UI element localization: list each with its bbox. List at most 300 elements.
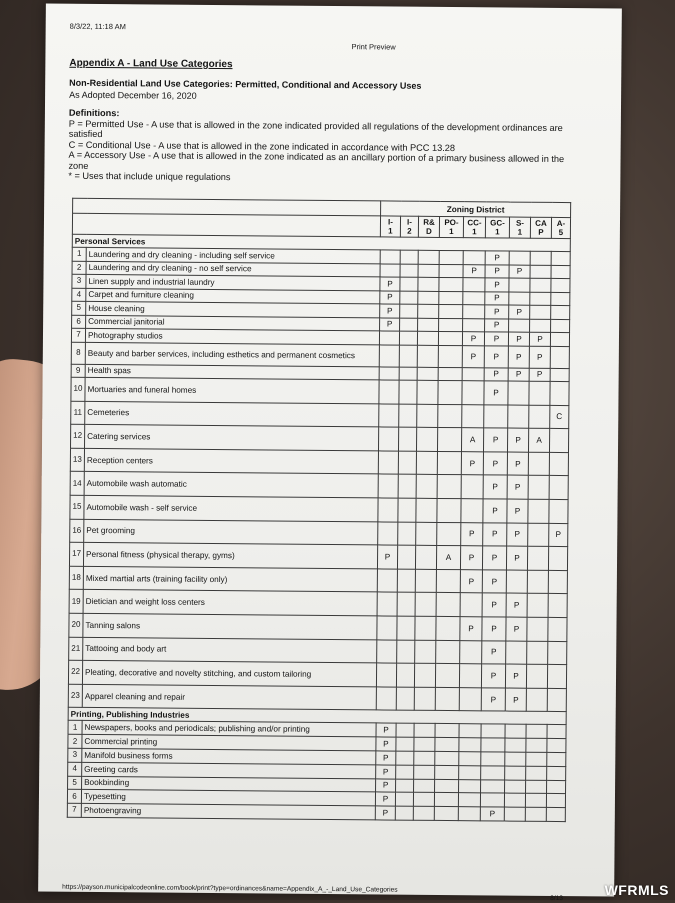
zone-column-header [551, 217, 570, 238]
zone-value-cell [379, 344, 399, 366]
zone-code-part: 1 [449, 227, 454, 237]
zone-value-cell [438, 367, 462, 381]
zone-column-header [380, 216, 400, 237]
zone-code-part: 1 [472, 227, 477, 237]
row-number: 23 [68, 684, 82, 708]
zone-value-cell [551, 305, 570, 319]
zone-value-cell [526, 766, 547, 780]
zone-value-cell: P [376, 723, 396, 737]
zone-code-part: D [425, 226, 432, 236]
zone-value-cell [396, 663, 414, 687]
zone-value-cell [399, 367, 417, 381]
zone-value-cell [437, 498, 461, 522]
zone-value-cell [546, 794, 565, 808]
zone-value-cell [459, 779, 481, 793]
zone-value-cell [400, 277, 418, 291]
use-description: Personal fitness (physical therapy, gyms) [83, 543, 377, 569]
zone-value-cell [416, 522, 437, 546]
zone-value-cell [435, 751, 459, 765]
footer-url: https://payson.municipalcodeonline.com/book/print?type=ordinances&name=Appendix_A_-_Land_Use_Categories [62, 883, 398, 894]
zone-value-cell [506, 570, 527, 594]
zone-value-cell [413, 793, 434, 807]
zone-code-part: I- [387, 217, 393, 227]
zone-value-cell [437, 475, 461, 499]
zone-value-cell [508, 405, 529, 429]
zone-value-cell [525, 794, 546, 808]
zone-value-cell [505, 752, 526, 766]
zone-value-cell: P [460, 546, 482, 570]
zone-value-cell [378, 521, 398, 545]
page-subtitle: Non-Residential Land Use Categories: Permitted, Conditional and Accessory Uses [69, 77, 422, 91]
zone-value-cell: P [481, 688, 505, 712]
row-number: 22 [68, 660, 82, 684]
zone-value-cell [378, 427, 398, 451]
zone-value-cell [460, 593, 482, 617]
zone-value-cell [508, 381, 529, 405]
zone-value-cell [436, 616, 460, 640]
zone-value-cell: P [507, 475, 528, 499]
zone-value-cell [416, 427, 437, 451]
zone-value-cell [526, 725, 547, 739]
zone-value-cell [459, 687, 481, 711]
zone-value-cell [396, 723, 414, 737]
zone-value-cell: P [508, 368, 529, 382]
zone-value-cell [417, 367, 438, 381]
use-description: Health spas [85, 364, 379, 380]
zone-value-cell [528, 476, 549, 500]
use-description: Photography studios [85, 328, 379, 344]
row-number: 13 [70, 448, 84, 472]
zone-code-part: A- [556, 218, 566, 229]
zone-value-cell: P [376, 751, 396, 765]
zone-value-cell [377, 639, 397, 663]
zone-value-cell [459, 664, 481, 688]
zone-code-part: CC- [467, 218, 482, 228]
zone-value-cell [379, 404, 399, 428]
zone-value-cell: P [505, 664, 526, 688]
use-description: Typesetting [81, 790, 375, 806]
row-number: 21 [69, 637, 83, 661]
zone-value-cell [525, 807, 546, 821]
zone-value-cell [528, 499, 549, 523]
zone-value-cell [549, 429, 568, 453]
zone-value-cell [439, 304, 463, 318]
row-number: 5 [72, 301, 86, 315]
zone-value-cell: P [529, 332, 550, 346]
zone-value-cell: P [463, 264, 485, 278]
zone-value-cell: C [550, 405, 569, 429]
zone-code-part: 1 [388, 226, 393, 236]
zone-value-cell: P [506, 617, 527, 641]
zone-value-cell [436, 640, 460, 664]
use-description: Tattooing and body art [83, 637, 377, 663]
zone-value-cell [528, 523, 549, 547]
zone-value-cell: P [380, 304, 400, 318]
zone-value-cell [551, 292, 570, 306]
zone-value-cell [416, 451, 437, 475]
zone-value-cell: P [485, 251, 509, 265]
zone-value-cell [530, 305, 551, 319]
use-description: Automobile wash automatic [84, 472, 378, 498]
zone-value-cell [462, 367, 484, 381]
zone-value-cell [549, 499, 568, 523]
zone-value-cell: P [485, 318, 509, 332]
zone-value-cell: A [528, 428, 549, 452]
zone-value-cell: P [483, 452, 507, 476]
use-description: Pleating, decorative and novelty stitching, and custom tailoring [82, 660, 376, 686]
use-description: Commercial printing [82, 734, 376, 750]
zone-value-cell [547, 665, 566, 689]
table-corner-lower [72, 213, 380, 237]
zone-column-header [439, 216, 463, 237]
use-description: Manifold business forms [82, 748, 376, 764]
zone-value-cell: P [485, 305, 509, 319]
zone-column-header [530, 217, 551, 238]
zone-value-cell [435, 738, 459, 752]
zone-value-cell: P [508, 346, 529, 368]
zone-value-cell [550, 346, 569, 368]
zone-value-cell [415, 545, 436, 569]
zone-value-cell [418, 277, 439, 291]
zone-value-cell [459, 724, 481, 738]
row-number: 4 [68, 762, 82, 776]
zone-value-cell [463, 318, 485, 332]
row-number: 2 [72, 261, 86, 275]
zone-code-part: CA [535, 218, 547, 228]
zone-value-cell [527, 617, 548, 641]
zone-value-cell [397, 640, 415, 664]
row-number: 9 [71, 364, 85, 378]
zone-value-cell: P [376, 778, 396, 792]
zone-value-cell [397, 569, 415, 593]
row-number: 6 [67, 790, 81, 804]
zone-value-cell [379, 366, 399, 380]
zone-value-cell [547, 739, 566, 753]
zone-value-cell [551, 319, 570, 333]
definition-item: P = Permitted Use - A use that is allowed in the zone indicated provided all regulations of the development ordinances are satisfied [68, 118, 563, 140]
zone-value-cell [481, 738, 505, 752]
zone-value-cell [414, 724, 435, 738]
zone-value-cell [530, 265, 551, 279]
zone-value-cell [396, 737, 414, 751]
zone-value-cell [509, 319, 530, 333]
zone-value-cell: P [508, 332, 529, 346]
zone-value-cell: P [376, 737, 396, 751]
section-title: Printing, Publishing Industries [68, 708, 566, 725]
zone-value-cell: P [462, 345, 484, 367]
zone-value-cell [399, 404, 417, 428]
zone-value-cell: P [480, 807, 504, 821]
zone-value-cell [506, 641, 527, 665]
zone-value-cell [526, 780, 547, 794]
row-number: 3 [72, 274, 86, 288]
row-number: 5 [68, 776, 82, 790]
row-number: 8 [71, 342, 85, 364]
zone-value-cell [547, 752, 566, 766]
zone-value-cell: P [506, 593, 527, 617]
zone-value-cell [378, 451, 398, 475]
zone-value-cell [400, 264, 418, 278]
zone-value-cell [376, 687, 396, 711]
use-description: Photoengraving [81, 803, 375, 819]
zone-value-cell: P [484, 345, 508, 367]
zone-value-cell [400, 250, 418, 264]
zone-code-part: 1 [495, 227, 500, 237]
zone-code-part: S- [515, 218, 525, 228]
use-description: Reception centers [84, 448, 378, 474]
zone-column-header [400, 216, 418, 237]
zone-column-header [509, 217, 530, 238]
zone-value-cell: P [485, 291, 509, 305]
zone-value-cell [417, 380, 438, 404]
zone-value-cell [415, 640, 436, 664]
zone-value-cell [418, 291, 439, 305]
zone-value-cell [398, 474, 416, 498]
zone-value-cell [398, 522, 416, 546]
zone-value-cell [547, 780, 566, 794]
zone-value-cell [414, 751, 435, 765]
zone-value-cell: P [483, 428, 507, 452]
zone-value-cell [549, 452, 568, 476]
use-description: Mixed martial arts (training facility only) [83, 566, 377, 592]
zone-value-cell: P [529, 346, 550, 368]
zone-value-cell: P [529, 368, 550, 382]
zone-value-cell [396, 687, 414, 711]
adopted-date: As Adopted December 16, 2020 [69, 89, 197, 101]
zone-value-cell [509, 251, 530, 265]
zone-value-cell [460, 640, 482, 664]
zone-value-cell [400, 318, 418, 332]
zone-value-cell [437, 428, 461, 452]
definition-item: A = Accessory Use - A use that is allowed in the zone indicated as an ancillary portion of a primary business allowed in the zone [68, 149, 565, 171]
row-number: 3 [68, 748, 82, 762]
zone-value-cell [548, 547, 567, 571]
use-description: Pet grooming [84, 519, 378, 545]
zone-value-cell [377, 616, 397, 640]
zone-value-cell: P [507, 523, 528, 547]
zone-value-cell [505, 780, 526, 794]
zone-value-cell [397, 592, 415, 616]
zone-value-cell: P [380, 317, 400, 331]
zone-value-cell [398, 427, 416, 451]
row-number: 4 [72, 288, 86, 302]
zone-value-cell: P [375, 806, 395, 820]
zone-value-cell [414, 663, 435, 687]
zone-value-cell [529, 405, 550, 429]
zone-value-cell [413, 806, 434, 820]
zone-value-cell [548, 594, 567, 618]
zone-value-cell: P [485, 278, 509, 292]
zone-value-cell [435, 724, 459, 738]
zone-value-cell [481, 766, 505, 780]
zone-value-cell [395, 806, 413, 820]
use-description: Bookbinding [82, 776, 376, 792]
zone-value-cell: P [380, 277, 400, 291]
zone-value-cell: P [483, 499, 507, 523]
zone-value-cell [463, 251, 485, 265]
zone-value-cell: P [482, 617, 506, 641]
zone-value-cell [463, 291, 485, 305]
zone-value-cell [439, 277, 463, 291]
zone-value-cell [414, 765, 435, 779]
zone-value-cell [527, 546, 548, 570]
zone-value-cell [414, 779, 435, 793]
zone-value-cell [547, 725, 566, 739]
zone-value-cell: P [505, 688, 526, 712]
zone-value-cell [435, 687, 459, 711]
use-description: Dietician and weight loss centers [83, 590, 377, 616]
zone-value-cell [398, 451, 416, 475]
zone-code-part: 1 [517, 227, 523, 237]
zone-value-cell [400, 291, 418, 305]
zone-value-cell: P [483, 475, 507, 499]
zone-value-cell [396, 779, 414, 793]
zone-value-cell [437, 451, 461, 475]
zone-value-cell [397, 616, 415, 640]
use-description: Greeting cards [82, 762, 376, 778]
zone-value-cell [377, 592, 397, 616]
zone-value-cell [416, 498, 437, 522]
zone-value-cell [550, 368, 569, 382]
use-description: Commercial janitorial [86, 315, 380, 331]
use-description: Tanning salons [83, 613, 377, 639]
zone-value-cell [435, 664, 459, 688]
zone-value-cell [547, 688, 566, 712]
zone-value-cell [481, 724, 505, 738]
row-number: 16 [70, 519, 84, 543]
zone-value-cell: P [482, 570, 506, 594]
zone-value-cell [527, 641, 548, 665]
zone-value-cell: P [460, 569, 482, 593]
zone-value-cell [395, 792, 413, 806]
zone-value-cell [378, 498, 398, 522]
zone-value-cell [438, 331, 462, 345]
zone-value-cell [530, 319, 551, 333]
zone-value-cell [380, 263, 400, 277]
zone-value-cell [526, 688, 547, 712]
use-description: Cemeteries [85, 401, 379, 427]
zone-value-cell: P [483, 522, 507, 546]
zone-value-cell [436, 569, 460, 593]
zone-value-cell [463, 305, 485, 319]
zone-value-cell: P [509, 265, 530, 279]
watermark-logo: WFRMLS [604, 882, 669, 898]
print-preview-label: Print Preview [351, 42, 396, 52]
zone-value-cell [438, 345, 462, 367]
zone-value-cell [551, 251, 570, 265]
row-number: 20 [69, 613, 83, 637]
zone-value-cell [396, 751, 414, 765]
row-number: 10 [71, 377, 85, 401]
zone-value-cell [461, 499, 483, 523]
zone-value-cell [509, 278, 530, 292]
row-number: 2 [68, 734, 82, 748]
zone-value-cell [530, 278, 551, 292]
zone-value-cell [396, 765, 414, 779]
zone-value-cell [549, 476, 568, 500]
zone-value-cell [417, 331, 438, 345]
zone-value-cell [439, 250, 463, 264]
zone-value-cell [527, 594, 548, 618]
zone-value-cell [459, 752, 481, 766]
zone-value-cell [530, 251, 551, 265]
definition-item: C = Conditional Use - A use that is allowed in the zone indicated in accordance with PCC 13.28 [68, 139, 456, 153]
zone-value-cell [434, 807, 458, 821]
zone-value-cell [530, 292, 551, 306]
use-description: Apparel cleaning and repair [82, 684, 376, 710]
zone-column-header [463, 217, 485, 238]
zone-value-cell: P [482, 546, 506, 570]
zone-value-cell [526, 752, 547, 766]
use-description: Linen supply and industrial laundry [86, 274, 380, 290]
row-number: 17 [69, 542, 83, 566]
zone-value-cell [415, 616, 436, 640]
zoning-district-header: Zoning District [381, 201, 571, 218]
zone-code-part: GC- [490, 218, 505, 228]
zone-value-cell: P [507, 452, 528, 476]
use-description: Carpet and furniture cleaning [86, 288, 380, 304]
zone-value-cell [481, 779, 505, 793]
row-number: 11 [71, 401, 85, 425]
zone-value-cell [417, 404, 438, 428]
zone-value-cell: P [485, 264, 509, 278]
definitions [68, 108, 583, 186]
zone-code-part: P [538, 227, 544, 237]
zone-value-cell [416, 475, 437, 499]
zone-value-cell: P [507, 499, 528, 523]
zone-value-cell [399, 380, 417, 404]
row-number: 12 [71, 424, 85, 448]
zone-value-cell: P [375, 792, 395, 806]
table-body [67, 234, 570, 821]
zone-value-cell: P [377, 545, 397, 569]
zone-value-cell [546, 807, 565, 821]
zone-value-cell [548, 641, 567, 665]
row-number: 6 [72, 315, 86, 329]
zone-value-cell [400, 304, 418, 318]
zone-value-cell: P [380, 290, 400, 304]
zone-value-cell [548, 570, 567, 594]
row-number: 15 [70, 495, 84, 519]
zone-value-cell [418, 304, 439, 318]
zone-value-cell [434, 793, 458, 807]
zone-value-cell [414, 687, 435, 711]
row-number: 14 [70, 472, 84, 496]
zone-value-cell [526, 664, 547, 688]
zone-value-cell: P [462, 332, 484, 346]
zone-value-cell [463, 278, 485, 292]
zone-value-cell [551, 278, 570, 292]
zone-value-cell [461, 475, 483, 499]
zone-value-cell [439, 264, 463, 278]
zone-value-cell [435, 779, 459, 793]
use-description: Beauty and barber services, including esthetics and permanent cosmetics [85, 342, 379, 367]
zone-value-cell [529, 381, 550, 405]
use-description: Mortuaries and funeral homes [85, 377, 379, 403]
zone-value-cell: P [484, 332, 508, 346]
zone-value-cell [437, 522, 461, 546]
zone-value-cell: A [436, 546, 460, 570]
zone-code-part: I- [406, 217, 412, 227]
use-description: Laundering and dry cleaning - no self service [86, 261, 380, 277]
zone-value-cell [378, 474, 398, 498]
use-description: Newspapers, books and periodicals; publishing and/or printing [82, 721, 376, 737]
section-title: Personal Services [72, 234, 570, 251]
print-date: 8/3/22, 11:18 AM [69, 21, 126, 32]
zone-value-cell: P [376, 765, 396, 779]
zone-value-cell [438, 380, 462, 404]
zone-value-cell: P [460, 617, 482, 641]
